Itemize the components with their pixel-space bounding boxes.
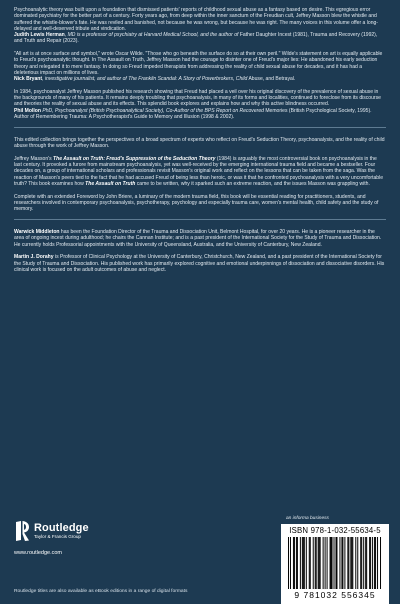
editor-bio-2: Martin J. Dorahy is Professor of Clinical Psychology at the University of Canterbury, Christchurch, New Zealand, and a past president of the International Society for the Study of Trauma and Dissociation. His published work has primarily explored cognitive and emotional underpinnings of dissociation and dissociative disorders. His clinical work is focused on the adult outcomes of abuse and neglect.: [14, 254, 385, 273]
cover-footer: [0, 516, 400, 600]
blurb-text: Psychoanalytic theory was built upon a foundation that dismissed patients' reports of childhood sexual abuse as a fantasy based on desire. This egregious error dominated psychiatry for the better part of a century. Forty years ago, from deep within the inner sanctum of the Freudian cult, Jeffrey Masson blew the whistle and suffered the whistle-blower's fate. He was reviled and banished, not because he was wrong, but because he was right. The many voices in this volume offer a long-delayed and well-deserved tribute and vindication.: [14, 7, 378, 32]
blurb-text: "All art is at once surface and symbol," wrote Oscar Wilde. "Those who go beneath the surface do so at their own peril." Wilde's statement on art is equally applicable to Freud's psychoanalytic thought. In The Assault on Truth, Jeffrey Masson had the courage to disinter one of Freud's major lies: He abandoned his early seduction theory and relegated it to mere fantasy. In doing so Freud impeded therapists from addressing the reality of child sexual abuse for decades, and it has had a deleterious impact on millions of lives.: [14, 51, 383, 76]
cover-text: [14, 7, 386, 280]
editor-bio-1: Warwick Middleton has been the Foundation Director of the Trauma and Dissociation Unit, Belmont Hospital, for over 20 years. He is a pioneer researcher in the area of ongoing incest during adulthood; he chairs the Cannan Institute; and is a past president of the International Society for the Study of Trauma and Dissociation. He currently holds Professorial appointments with the University of Queensland, Australia, and the University of Canterbury, New Zealand.: [14, 229, 382, 248]
book-title-short: The Assault on Truth: [85, 180, 136, 187]
routledge-logo-icon: [14, 520, 31, 542]
blurb-attribution: Nick Bryant, investigative journalist, and author of The Franklin Scandal: A Story of Powerbrokers, Child Abuse, and Betrayal.: [14, 76, 296, 83]
editor-name: Warwick Middleton: [14, 229, 60, 236]
barcode-digits: 9 781032 556345: [294, 590, 376, 600]
blurb-2: [14, 51, 386, 82]
blurb-text: In 1984, psychoanalyst Jeffrey Masson published his research showing that Freud had placed a veil over his original discovery of the prevalence of sexual abuse in the backgrounds of many of his patients. It remains deeply troubling that psychoanalysis, in many of its forms and localities, continued to foreclose from its discourse and theories the reality of sexual abuse and its effects. This splendid book explores and explains how and why this active blindness occurred.: [14, 88, 381, 108]
description-para-3: Complete with an extended Foreword by John Briere, a luminary of the modern trauma field, this book will be essential reading for practitioners, students, and researchers involved in contemporary psychoanalysis, psychotherapy, psychology and especially trauma care, women's mental health, child safety and the study of memory.: [14, 193, 379, 213]
section-divider: [14, 219, 386, 220]
barcode-icon: [288, 537, 382, 589]
blurb-attribution: Judith Lewis Herman, MD is a professor of psychiatry at Harvard Medical School, and the author of Father Daughter Incest (1981), Trauma and Recovery (1992), and Truth and Repair (2023).: [14, 32, 378, 45]
isbn-label: ISBN 978-1-032-55634-5: [289, 526, 381, 535]
blurb-author: Nick Bryant: [14, 76, 43, 83]
barcode-panel: [281, 524, 389, 604]
blurb-3: [14, 89, 386, 120]
publisher-name: Routledge: [34, 522, 89, 534]
blurb-author: Phil Mollon: [14, 107, 41, 114]
blurb-author: Judith Lewis Herman: [14, 32, 65, 38]
section-divider: [14, 127, 386, 128]
informa-note: an informa business: [286, 516, 329, 521]
blurb-attribution: Phil Mollon PhD, Psychoanalyst (British Psychoanalytical Society), Co-Author of the BPS Report on Recovered Memories (British Psychological Society, 1995). Author of Remembering Trauma: A Psychotherapist's Guide to Memory and Illusion (1998 & 2002).: [14, 107, 372, 120]
blurb-1: [14, 7, 386, 45]
publisher-group: Taylor & Francis Group: [34, 534, 81, 539]
publisher-logo: [14, 520, 89, 542]
description-para-1: This edited collection brings together the perspectives of a broad spectrum of experts who reflect on Freud's Seduction Theory, psychoanalysis, and the reality of child abuse through the work of Jeffrey Masson.: [14, 136, 385, 150]
editor-name: Martin J. Dorahy: [14, 254, 54, 261]
publisher-website[interactable]: www.routledge.com: [14, 550, 62, 556]
description-para-2: Jeffrey Masson's The Assault on Truth: Freud's Suppression of the Seduction Theory (1984) is arguably the most controversial book on psychoanalysis in the last century. It provoked a furore from mainstream psychoanalysis, yet was well-received by the emerging international trauma field and became a bestseller. Four decades on, a group of international scholars and professionals revisit Masson's original work and reflect on the lessons that can be taken from the saga. Was the reaction of Masson's peers tied to the fact that he had accused Freud of being less than heroic, or was it that he confronted psychoanalysis with a very uncomfortable truth? This book examines how The Assault on Truth came to be written, why it sparked such an extreme reaction, and the issues Masson was grappling with.: [14, 155, 384, 187]
book-title: The Assault on Truth: Freud's Suppression of the Seduction Theory: [53, 155, 216, 162]
ebook-note: Routledge titles are also available as eBook editions in a range of digital formats: [14, 589, 188, 594]
